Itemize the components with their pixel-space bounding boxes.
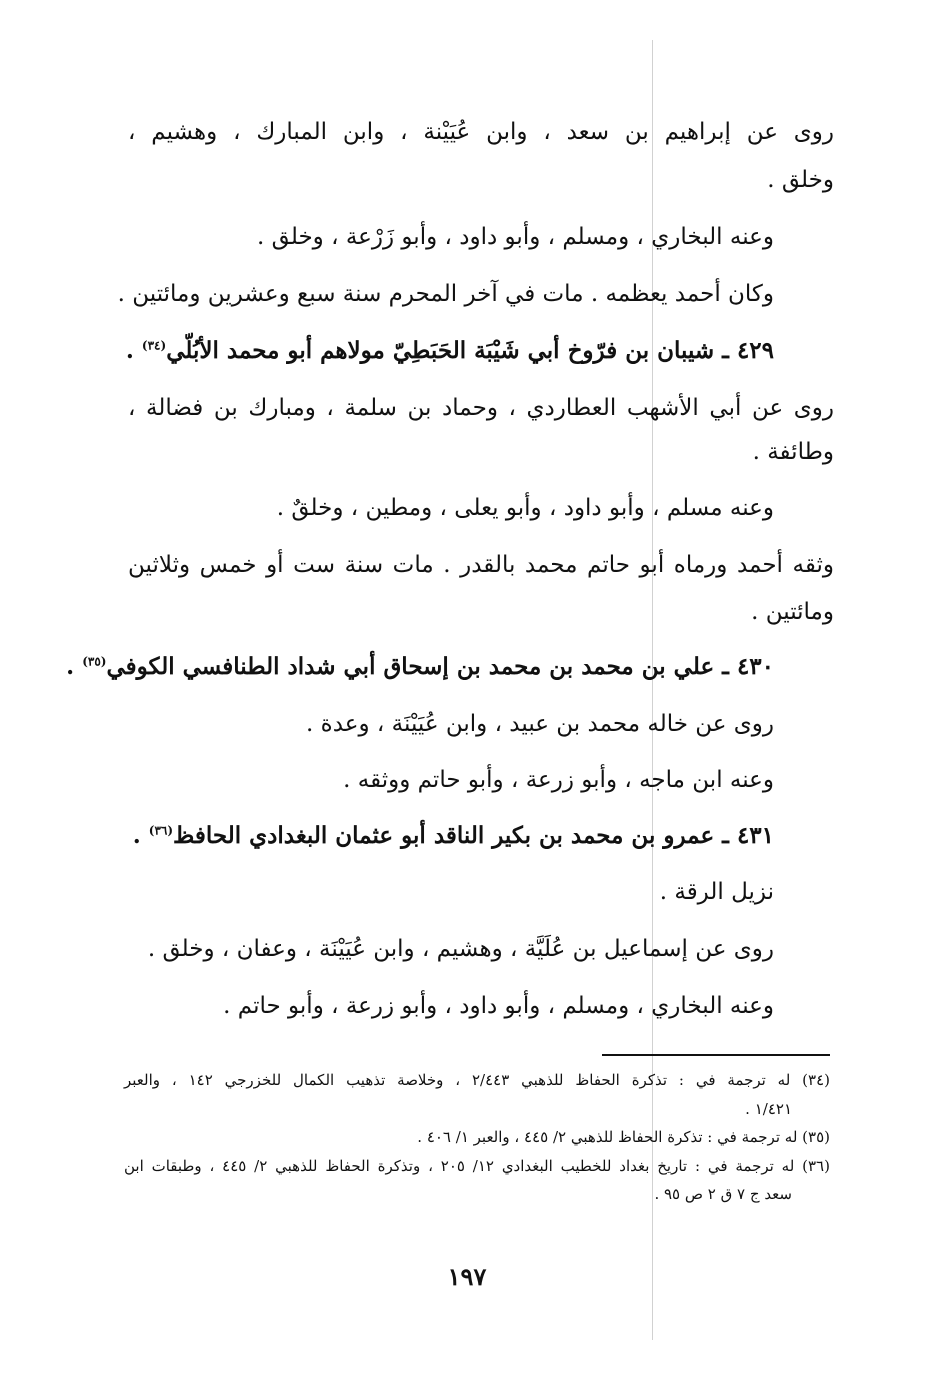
footnote-36-line-2: سعد ج ٧ ق ٢ ص ٩٥ .: [654, 1185, 792, 1203]
entry-431-tail: .: [132, 822, 149, 849]
footnote-34-line-1: (٣٤) له ترجمة في : تذكرة الحفاظ للذهبي ٢/٤٤٣ ، وخلاصة تذهيب الكمال للخزرجي ١٤٢ ، والعبر: [124, 1071, 830, 1089]
footnote-35: (٣٥) له ترجمة في : تذكرة الحفاظ للذهبي ٢/ ٤٤٥ ، والعبر ١/ ٤٠٦ .: [417, 1128, 830, 1146]
body-line-2: وخلق .: [767, 167, 834, 193]
footnote-ref-34: (٣٤): [141, 338, 167, 353]
entry-430-tail: .: [66, 653, 83, 680]
entry-430-title: ٤٣٠ ـ علي بن محمد بن محمد بن إسحاق أبي شداد الطنافسي الكوفي: [106, 653, 774, 680]
body-line-16: روى عن إسماعيل بن عُلَيَّة ، وهشيم ، وابن عُيَيْنَة ، وعفان ، وخلق .: [147, 936, 774, 962]
body-line-10: ومائتين .: [751, 599, 834, 625]
body-line-1: روى عن إبراهيم بن سعد ، وابن عُيَيْنة ، وابن المبارك ، وهشيم ،: [128, 119, 834, 145]
entry-429-tail: .: [125, 337, 142, 364]
body-line-9: وثقه أحمد ورماه أبو حاتم محمد بالقدر . مات سنة ست أو خمس وثلاثين: [128, 552, 834, 578]
body-line-6: روى عن أبي الأشهب العطاردي ، وحماد بن سلمة ، ومبارك بن فضالة ،: [128, 395, 834, 421]
body-line-15: نزيل الرقة .: [659, 879, 774, 905]
footnote-34-line-2: ١/٤٢١ .: [745, 1100, 792, 1118]
entry-429-heading: [126, 331, 774, 371]
footnote-separator: [602, 1054, 830, 1056]
entry-431-title: ٤٣١ ـ عمرو بن محمد بن بكير الناقد أبو عثمان البغدادي الحافظ: [173, 822, 774, 849]
footnote-ref-36: (٣٦): [148, 823, 174, 838]
footnote-36-line-1: (٣٦) له ترجمة في : تاريخ بغداد للخطيب البغدادي ١٢/ ٢٠٥ ، وتذكرة الحفاظ للذهبي ٢/ ٤٤٥ ، وطبقات ابن: [124, 1157, 830, 1175]
body-line-8: وعنه مسلم ، وأبو داود ، وأبو يعلى ، ومطين ، وخلقٌ .: [276, 495, 774, 521]
body-line-12: روى عن خاله محمد بن عبيد ، وابن عُيَيْنَة ، وعدة .: [306, 711, 774, 737]
body-line-17: وعنه البخاري ، ومسلم ، وأبو داود ، وأبو زرعة ، وأبو حاتم .: [223, 993, 774, 1019]
body-line-13: وعنه ابن ماجه ، وأبو زرعة ، وأبو حاتم ووثقه .: [343, 767, 774, 793]
entry-431-heading: [133, 816, 774, 856]
entry-429-title: ٤٢٩ ـ شيبان بن فرّوخ أبي شَيْبَة الحَبَطِيّ مولاهم أبو محمد الأبُلّي: [166, 337, 774, 364]
footnote-ref-35: (٣٥): [82, 654, 107, 669]
page-number: ١٩٧: [447, 1262, 487, 1291]
entry-430-heading: [66, 647, 774, 687]
body-line-4: وكان أحمد يعظمه . مات في آخر المحرم سنة سبع وعشرين ومائتين .: [117, 281, 774, 307]
body-line-7: وطائفة .: [752, 439, 834, 465]
body-line-3: وعنه البخاري ، ومسلم ، وأبو داود ، وأبو زَرْعة ، وخلق .: [257, 224, 774, 250]
